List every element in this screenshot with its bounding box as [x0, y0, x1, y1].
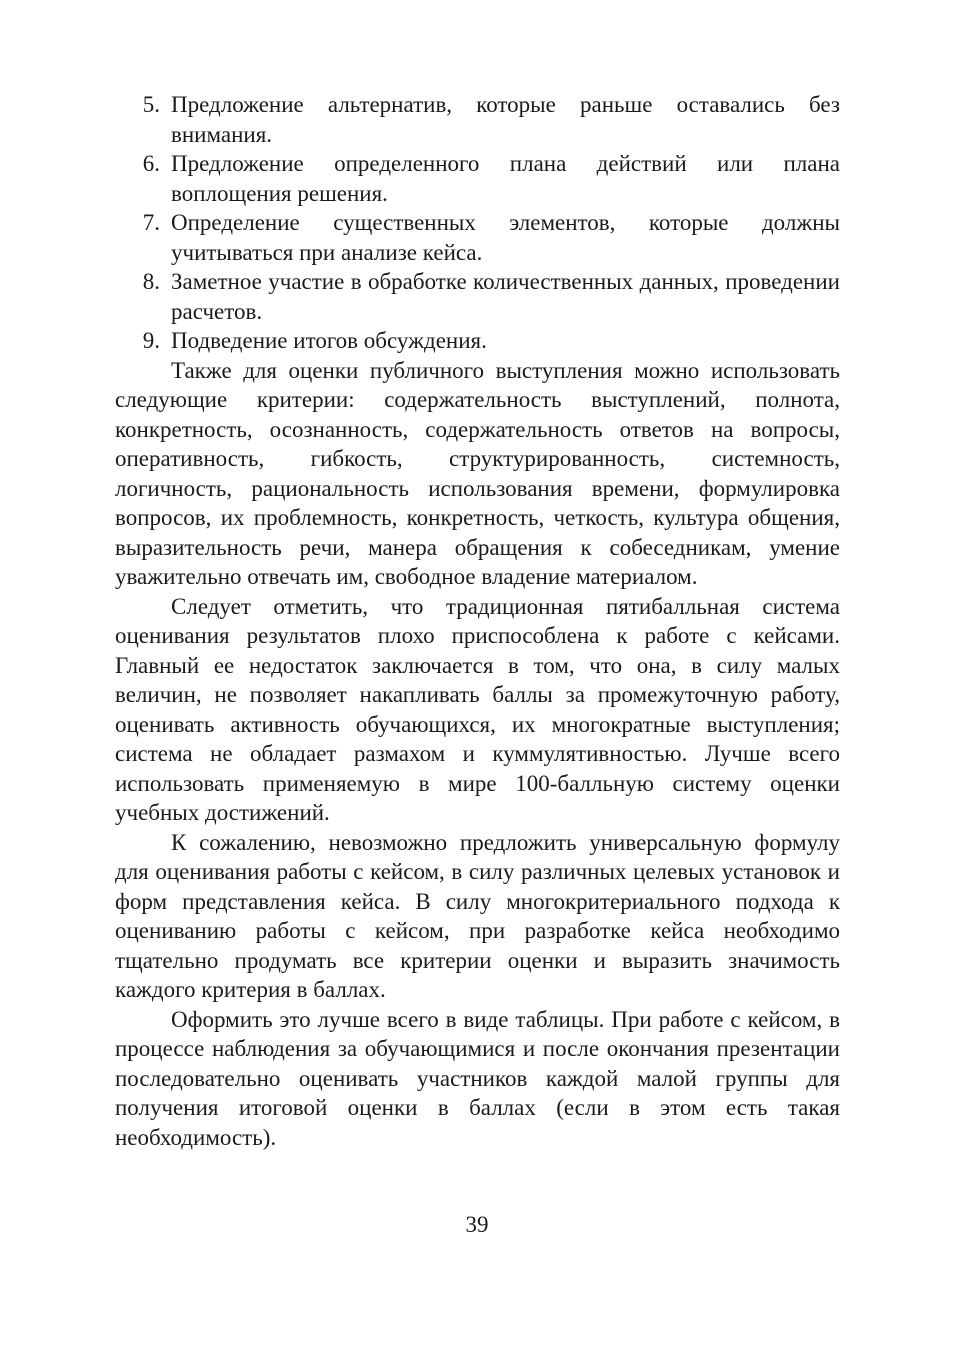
list-item-text: Подведение итогов обсуждения.	[171, 328, 487, 353]
paragraph-criteria: Также для оценки публичного выступления можно использовать следующие критерии: содержательность выступлений, полнота, конкретность, осознанность, содержательность ответов на вопросы, оперативность, гибкость, структурированность, системность, логичность, рациональность использования времени, формулировка вопросов, их проблемность, конкретность, четкость, культура общения, выразительность речи, манера обращения к собеседникам, умение уважительно отвечать им, свободное владение материалом.	[115, 357, 840, 589]
list-item	[115, 90, 840, 149]
list-item-number: 8.	[142, 269, 160, 294]
list-item-number: 7.	[142, 210, 160, 235]
page-number: 39	[465, 1212, 489, 1237]
list-item	[115, 149, 840, 208]
paragraph-table-advice: Оформить это лучше всего в виде таблицы. При работе с кейсом, в процессе наблюдения за обучающимися и после окончания презентации последовательно оценивать участников каждой малой группы для получения итоговой оценки в баллах (если в этом есть такая необходимость).	[115, 1006, 840, 1150]
list-item	[115, 208, 840, 267]
list-item-text: Определение существенных элементов, которые должны учитываться при анализе кейса.	[171, 210, 840, 265]
numbered-list	[115, 90, 840, 356]
list-item-number: 9.	[142, 328, 160, 353]
list-item-number: 6.	[142, 151, 160, 176]
list-item-text: Предложение определенного плана действий или плана воплощения решения.	[171, 151, 840, 206]
paragraph-grading-system: Следует отметить, что традиционная пятибалльная система оценивания результатов плохо приспособлена к работе с кейсами. Главный ее недостаток заключается в том, что она, в силу малых величин, не позволяет накапливать баллы за промежуточную работу, оценивать активность обучающихся, их многократные выступления; система не обладает размахом и куммулятивностью. Лучше всего использовать применяемую в мире 100-балльную систему оценки учебных достижений.	[115, 593, 840, 825]
paragraph-universal-formula: К сожалению, невозможно предложить универсальную формулу для оценивания работы с кейсом, в силу различных целевых установок и форм представления кейса. В силу многокритериального подхода к оцениванию работы с кейсом, при разработке кейса необходимо тщательно продумать все критерии оценки и выразить значимость каждого критерия в баллах.	[115, 829, 840, 1002]
list-item-text: Заметное участие в обработке количественных данных, проведении расчетов.	[171, 269, 840, 324]
list-item-text: Предложение альтернатив, которые раньше оставались без внимания.	[171, 92, 840, 147]
list-item	[115, 326, 840, 356]
page-body	[115, 90, 840, 1152]
list-item	[115, 267, 840, 326]
list-item-number: 5.	[142, 92, 160, 117]
